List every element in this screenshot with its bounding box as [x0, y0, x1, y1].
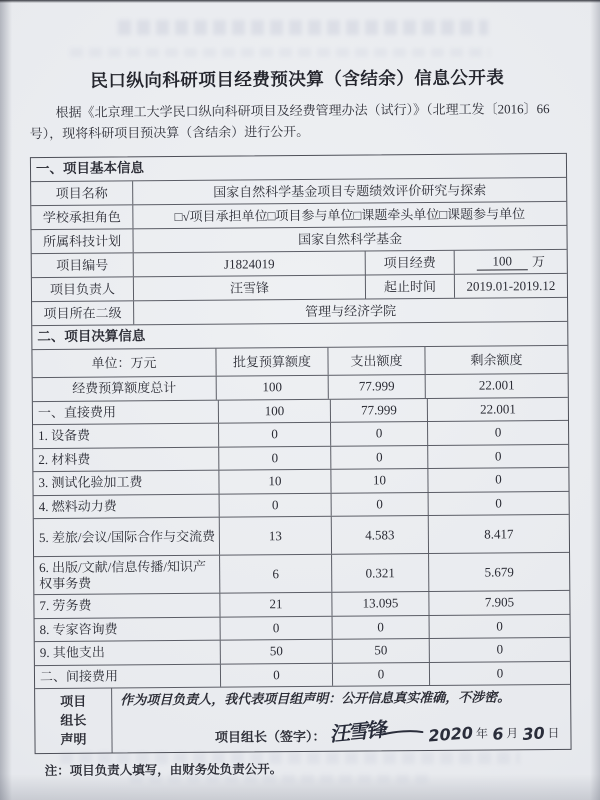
- handwritten-day: 30: [521, 722, 546, 744]
- signature-tail-stroke: [381, 727, 423, 737]
- spent-value: 10: [330, 469, 427, 492]
- budget-value: 100: [216, 376, 328, 399]
- table-row-project-no-funds: [32, 249, 567, 277]
- funds-amount: 100: [476, 253, 528, 270]
- table-row-department: [32, 297, 567, 325]
- table-row: [35, 613, 570, 641]
- column-header-spent: 支出额度: [327, 347, 424, 375]
- signature-line: [120, 719, 564, 747]
- table-row: [35, 637, 570, 665]
- declaration-row: [35, 684, 570, 753]
- remaining-value: 0: [429, 661, 570, 685]
- remaining-value: 0: [427, 421, 568, 445]
- spent-value: 0: [330, 446, 427, 469]
- table-row: [33, 373, 568, 401]
- remaining-value: 8.417: [428, 515, 569, 553]
- funds-unit: 万: [531, 253, 546, 269]
- row-label: 3. 测试化验加工费: [38, 474, 143, 491]
- remaining-value: 0: [427, 468, 568, 492]
- declaration-statement: 作为项目负责人，我代表项目组声明：公开信息真实准确，不涉密。: [120, 689, 511, 708]
- row-label: 经费预算额度总计: [72, 380, 177, 397]
- row-label: 8. 专家咨询费: [39, 621, 118, 637]
- table-row-school-role: [31, 201, 566, 229]
- section-settlement-header: [32, 321, 567, 349]
- column-header-unit: 单位：万元: [91, 354, 157, 371]
- handwritten-month: 6: [491, 723, 504, 744]
- spent-value: 0: [331, 493, 428, 516]
- table-row-program: [31, 225, 566, 253]
- remaining-value: 22.001: [425, 374, 568, 398]
- budget-value: 6: [219, 555, 331, 593]
- table-row-leader-duration: [32, 273, 567, 301]
- row-label: 学校承担角色: [42, 209, 121, 225]
- footnote: 注：项目负责人填写，由财务处负责公开。: [44, 762, 283, 779]
- intro-paragraph: 根据《北京理工大学民口纵向科研项目及经费管理办法（试行）》（北理工发〔2016〕66号），现将科研项目预决算（含结余）进行公开。: [29, 101, 550, 142]
- department-value: 管理与经济学院: [133, 298, 567, 324]
- row-label: 4. 燃料动力费: [38, 498, 117, 514]
- section-title: 一、项目基本信息: [35, 160, 145, 177]
- spent-value: 50: [332, 639, 429, 662]
- form-sheet: [27, 64, 573, 779]
- row-label: 6. 出版/文献/信息传播/知识产权事务费: [39, 558, 207, 591]
- budget-value: 100: [218, 399, 330, 422]
- budget-value: 13: [219, 517, 331, 555]
- row-label: 2. 材料费: [38, 451, 91, 467]
- day-character: 日: [547, 726, 560, 741]
- budget-value: 50: [220, 640, 332, 663]
- handwritten-signature: 汪雪锋: [329, 718, 388, 746]
- row-label: 9. 其他支出: [39, 644, 105, 661]
- row-label: 5. 差旅/会议/国际合作与交流费: [38, 528, 216, 545]
- table-row: [34, 552, 569, 594]
- funds-value: [454, 250, 567, 274]
- spent-value: 77.999: [328, 375, 425, 398]
- handwritten-year: 2020: [427, 722, 474, 746]
- section-title: 二、项目决算信息: [37, 328, 146, 345]
- signature-field-label: 项目组长（签字）：: [214, 729, 326, 745]
- table-row: [34, 590, 569, 618]
- budget-value: 0: [218, 423, 330, 446]
- declaration-label-line: 项目: [60, 693, 87, 710]
- budget-value: 10: [218, 470, 330, 493]
- table-row: [35, 660, 570, 688]
- table-row: [33, 420, 568, 448]
- page-title: 民口纵向科研项目经费预决算（含结余）信息公开表: [90, 67, 505, 91]
- row-label: 项目负责人: [49, 281, 116, 297]
- budget-value: 0: [220, 663, 332, 686]
- row-label: 项目经费: [365, 251, 454, 275]
- disclosure-table: [30, 153, 572, 754]
- budget-value: 0: [218, 446, 330, 469]
- row-label: 7. 劳务费: [39, 598, 92, 614]
- leader-value: 汪雪锋: [133, 276, 365, 301]
- project-name-value: 国家自然科学基金项目专题绩效评价研究与探索: [132, 178, 566, 204]
- section-basic-info-header: [31, 154, 566, 181]
- spent-value: 0.321: [331, 554, 428, 592]
- remaining-value: 0: [429, 638, 570, 662]
- table-row: [33, 396, 568, 424]
- table-row: [34, 514, 569, 556]
- school-role-value: □√项目承担单位□项目参与单位□课题牵头单位□课题参与单位: [132, 202, 566, 228]
- settlement-column-headers: [32, 345, 567, 377]
- row-label: 一、直接费用: [37, 404, 116, 420]
- spent-value: 0: [330, 422, 427, 445]
- remaining-value: 5.679: [428, 553, 569, 591]
- spent-value: 77.999: [330, 399, 427, 422]
- remaining-value: 7.905: [428, 591, 569, 615]
- column-header-remaining: 剩余额度: [424, 346, 567, 374]
- table-row: [33, 443, 568, 471]
- declaration-label-line: 组长: [60, 712, 87, 729]
- year-character: 年: [475, 727, 489, 742]
- row-label: 项目名称: [55, 185, 108, 201]
- declaration-body: [111, 685, 570, 753]
- spent-value: 0: [332, 663, 429, 686]
- bleed-through-artifact: [70, 48, 490, 57]
- duration-value: 2019.01-2019.12: [454, 274, 567, 298]
- row-label: 所属科技计划: [43, 233, 122, 249]
- remaining-value: 0: [428, 491, 569, 515]
- spent-value: 13.095: [331, 592, 428, 615]
- remaining-value: 22.001: [427, 397, 568, 421]
- row-label: 1. 设备费: [38, 428, 91, 444]
- declaration-label: [35, 689, 112, 754]
- budget-value: 0: [220, 616, 332, 639]
- budget-value: 21: [219, 593, 331, 616]
- table-row: [33, 467, 568, 495]
- declaration-label-line: 声明: [60, 731, 87, 747]
- row-label: 项目所在二级: [43, 305, 122, 321]
- row-label: 项目编号: [56, 257, 109, 273]
- table-row-project-name: [31, 177, 566, 205]
- remaining-value: 0: [429, 614, 570, 638]
- spent-value: 0: [332, 616, 429, 639]
- row-label: 起止时间: [365, 275, 454, 299]
- bleed-through-artifact: [118, 20, 488, 35]
- spent-value: 4.583: [331, 516, 428, 554]
- month-character: 月: [506, 726, 519, 741]
- remaining-value: 0: [427, 444, 568, 468]
- program-value: 国家自然科学基金: [132, 226, 566, 252]
- budget-value: 0: [219, 493, 331, 516]
- project-no-value: J1824019: [133, 252, 365, 277]
- column-header-budget: 批复预算额度: [215, 348, 327, 376]
- table-row: [34, 490, 569, 518]
- row-label: 二、间接费用: [39, 668, 119, 684]
